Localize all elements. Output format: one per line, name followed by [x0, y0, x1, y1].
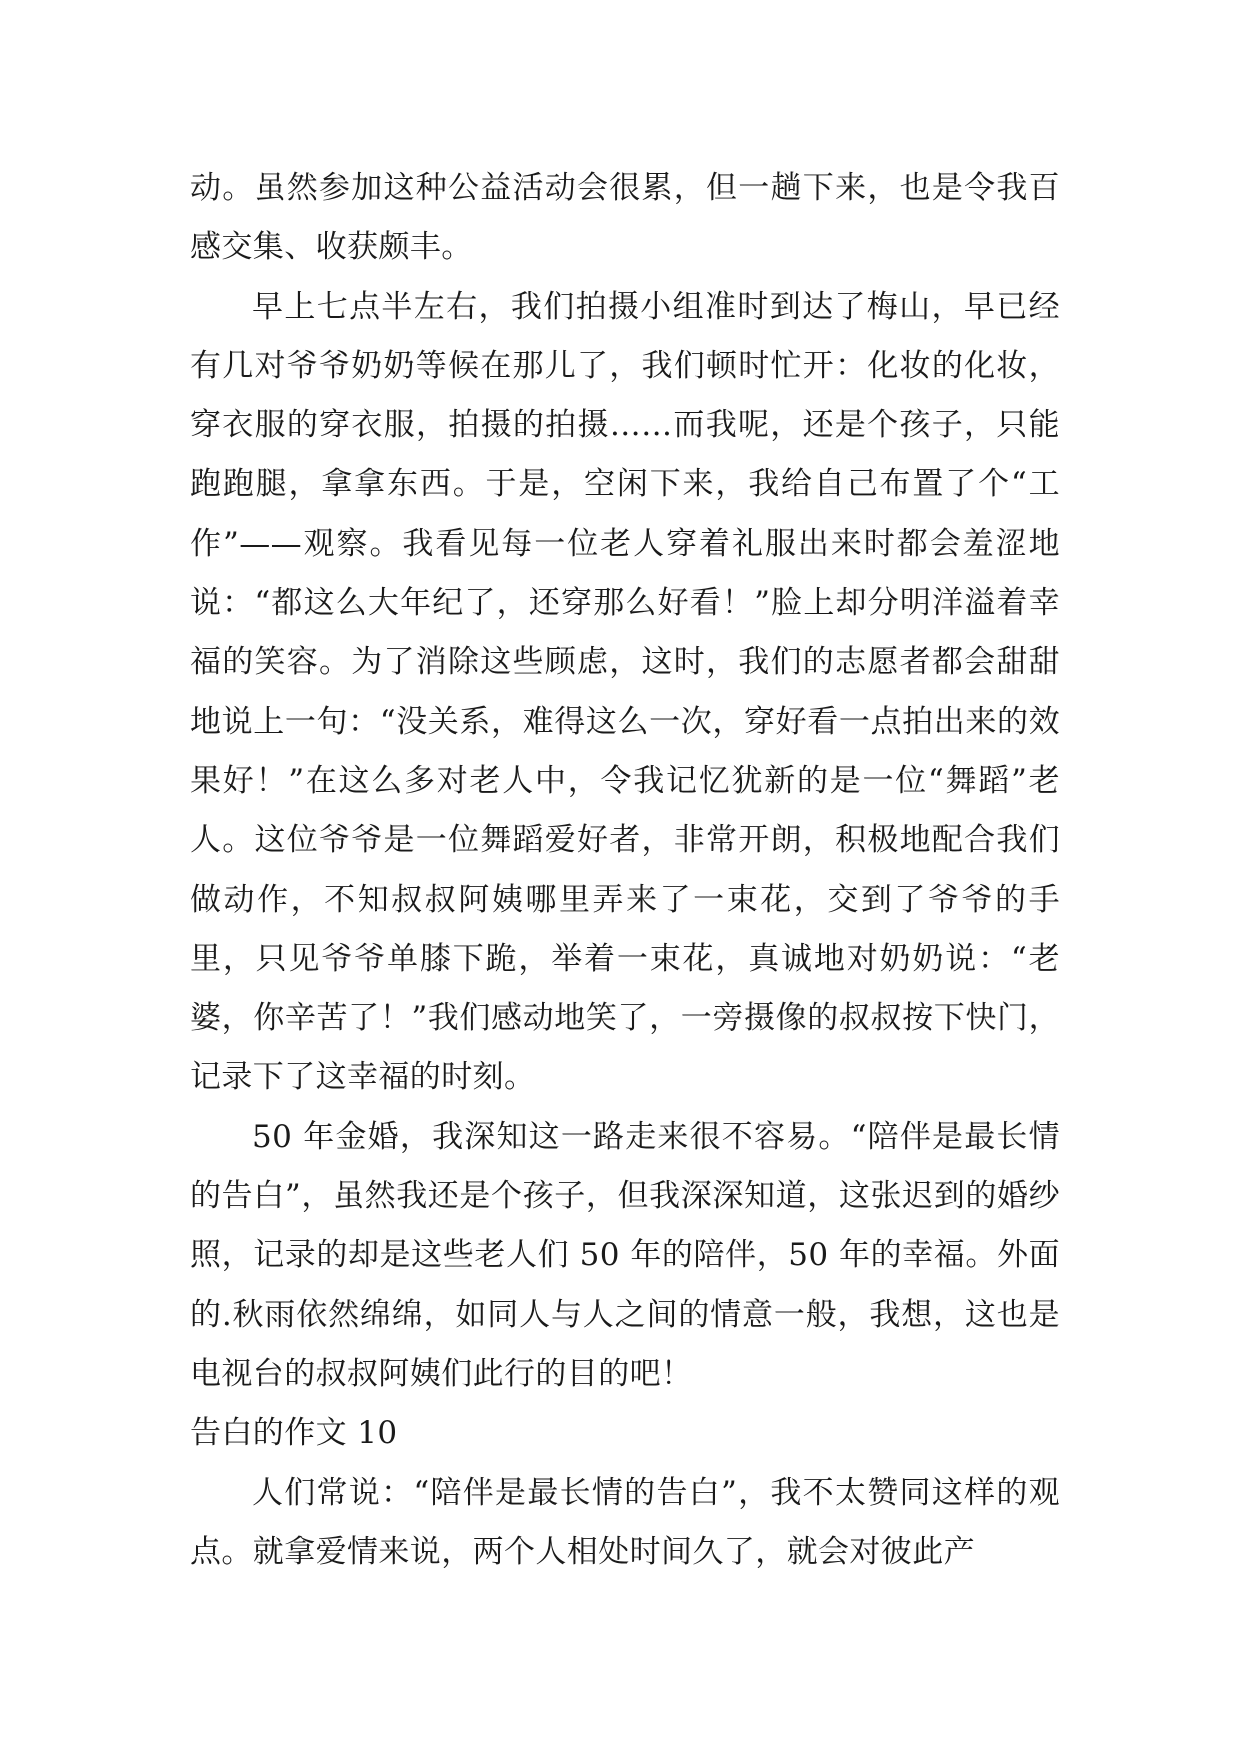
- paragraph-4: 人们常说：“陪伴是最长情的告白”，我不太赞同这样的观点。就拿爱情来说，两个人相处时间久了，就会对彼此产: [190, 1474, 1060, 1570]
- paragraph-2: 早上七点半左右，我们拍摄小组准时到达了梅山，早已经有几对爷爷奶奶等候在那儿了，我们顿时忙开：化妆的化妆，穿衣服的穿衣服，拍摄的拍摄……而我呢，还是个孩子，只能跑跑腿，拿拿东西。于是，空闲下来，我给自己布置了个“工作”——观察。我看见每一位老人穿着礼服出来时都会羞涩地说：“都这么大年纪了，还穿那么好看！”脸上却分明洋溢着幸福的笑容。为了消除这些顾虑，这时，我们的志愿者都会甜甜地说上一句：“没关系，难得这么一次，穿好看一点拍出来的效果好！”在这么多对老人中，令我记忆犹新的是一位“舞蹈”老人。这位爷爷是一位舞蹈爱好者，非常开朗，积极地配合我们做动作，不知叔叔阿姨哪里弄来了一束花，交到了爷爷的手里，只见爷爷单膝下跪，举着一束花，真诚地对奶奶说：“老婆，你辛苦了！”我们感动地笑了，一旁摄像的叔叔按下快门，记录下了这幸福的时刻。: [190, 288, 1060, 1096]
- document-body: [190, 159, 1060, 1582]
- paragraph-1: 动。虽然参加这种公益活动会很累，但一趟下来，也是令我百感交集、收获颇丰。: [190, 170, 1060, 266]
- section-heading: 告白的作文 10: [190, 1415, 398, 1452]
- paragraph-3: 50 年金婚，我深知这一路走来很不容易。“陪伴是最长情的告白”，虽然我还是个孩子，但我深深知道，这张迟到的婚纱照，记录的却是这些老人们 50 年的陪伴，50 年的幸福。外面的.秋雨依然绵绵，如同人与人之间的情意一般，我想，这也是电视台的叔叔阿姨们此行的目的吧！: [190, 1118, 1060, 1392]
